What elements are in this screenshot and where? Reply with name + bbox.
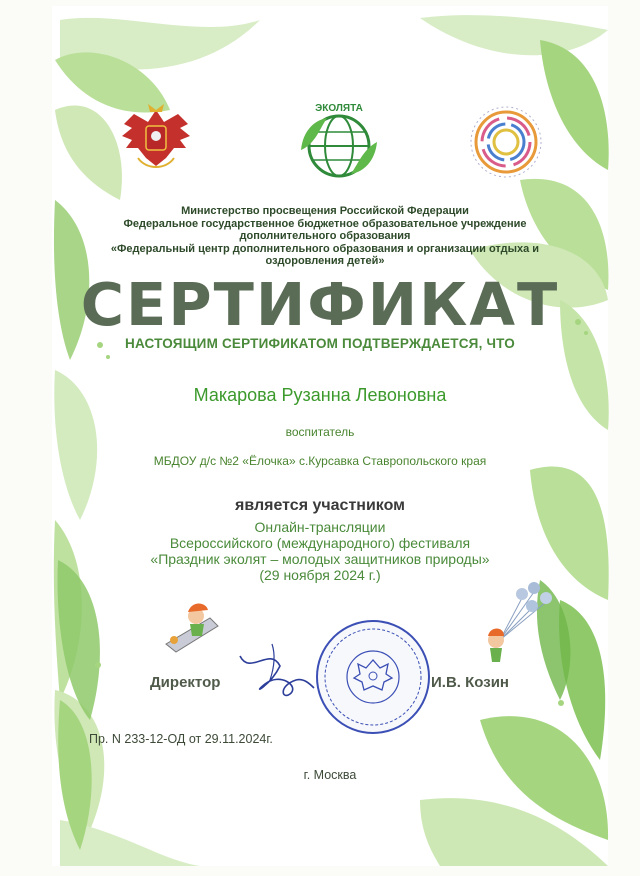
certificate-subtitle: НАСТОЯЩИМ СЕРТИФИКАТОМ ПОДТВЕРЖДАЕТСЯ, ЧТО: [125, 336, 515, 351]
recipient-organization: МБДОУ д/с №2 «Ёлочка» с.Курсавка Ставропольского края: [153, 454, 487, 468]
event-line: Онлайн-трансляции: [254, 519, 386, 535]
certificate-title: СЕРТИФИКАТ: [80, 270, 560, 339]
ministry-line: дополнительного образования: [239, 230, 411, 242]
director-name: И.В. Козин: [431, 674, 509, 691]
official-stamp: [314, 618, 432, 736]
ecolyata-globe-icon: [293, 100, 385, 184]
ministry-line: оздоровления детей»: [265, 255, 385, 267]
festival-swirl-icon: [466, 102, 546, 182]
ecolyata-logo-text: ЭКОЛЯТА: [315, 103, 363, 114]
event-description: [0, 519, 640, 583]
director-signature: [230, 636, 320, 706]
child-astronaut-illustration: [160, 596, 232, 658]
issue-city: г. Москва: [303, 768, 357, 782]
participant-status: является участником: [235, 497, 405, 514]
event-line: Всероссийского (международного) фестиваля: [169, 535, 471, 551]
event-line: (29 ноября 2024 г.): [259, 567, 381, 583]
director-label: Директор: [150, 674, 221, 691]
child-balloons-illustration: [470, 580, 560, 670]
ministry-line: Федеральное государственное бюджетное образовательное учреждение: [123, 217, 527, 230]
ministry-line: Министерство просвещения Российской Федерации: [181, 205, 469, 217]
coat-of-arms-icon: [118, 100, 194, 174]
ministry-header: [100, 205, 550, 268]
recipient-name: Макарова Рузанна Левоновна: [193, 385, 447, 405]
recipient-position: воспитатель: [285, 425, 355, 439]
ministry-line: «Федеральный центр дополнительного образования и организации отдыха и: [110, 242, 540, 255]
order-number: Пр. N 233-12-ОД от 29.11.2024г.: [89, 732, 273, 746]
event-line: «Праздник эколят – молодых защитников природы»: [150, 551, 490, 567]
